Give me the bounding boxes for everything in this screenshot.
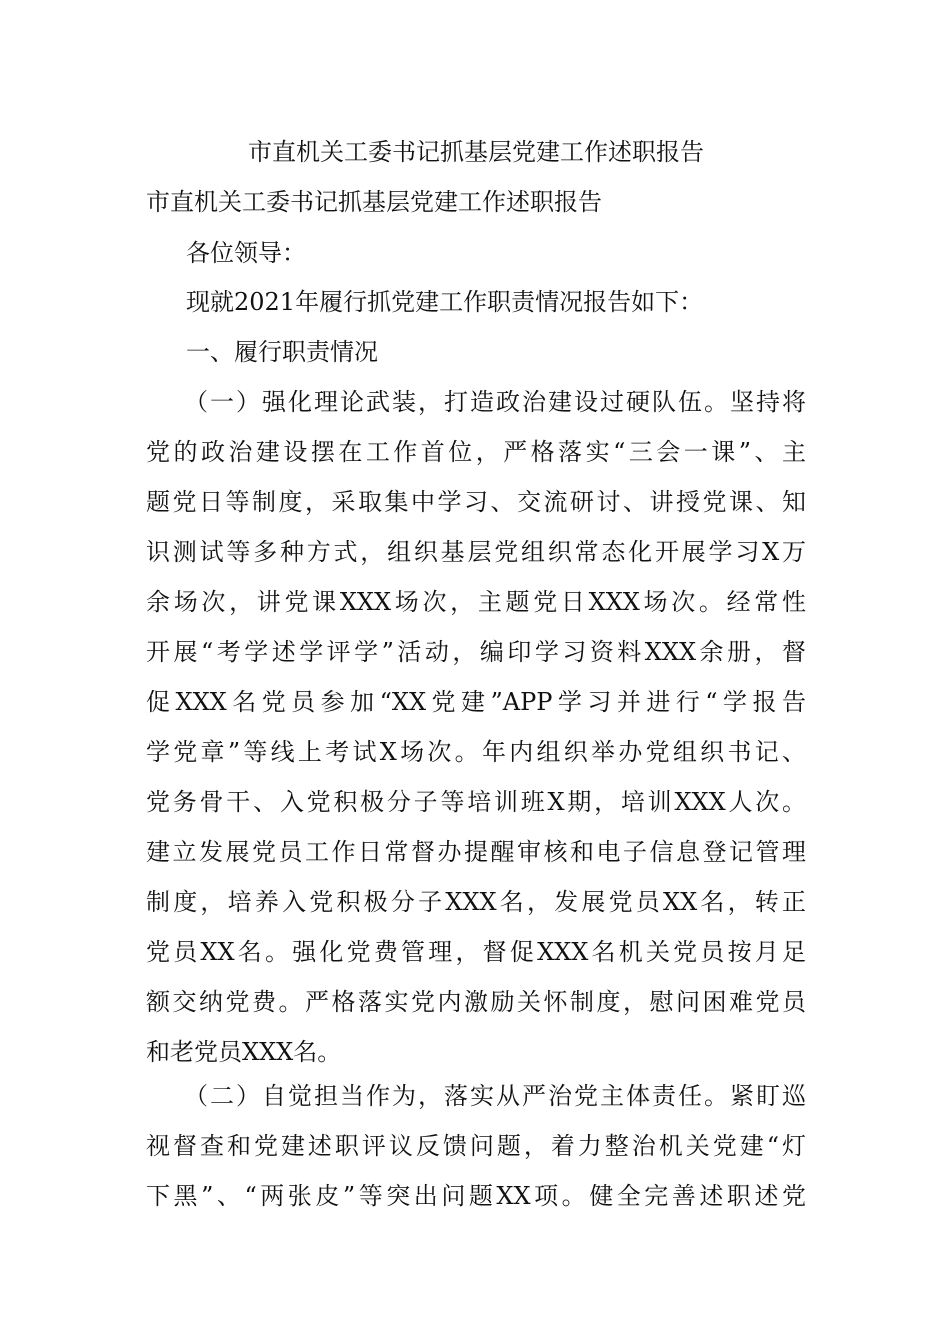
paragraph-line: 下黑”、“两张皮”等突出问题XX项。健全完善述职述党 <box>146 1182 806 1210</box>
paragraph-line: 党员XX名。强化党费管理，督促XXX名机关党员按月足 <box>146 938 806 966</box>
paragraph-line: 开展“考学述学评学”活动，编印学习资料XXX余册，督 <box>146 638 806 666</box>
paragraph-line: 视督查和党建述职评议反馈问题，着力整治机关党建“灯 <box>146 1132 806 1160</box>
paragraph-line: 和老党员XXX名。 <box>146 1038 342 1066</box>
paragraph-theory-study <box>146 377 806 1077</box>
paragraph-line: （二）自觉担当作为，落实从严治党主体责任。紧盯巡 <box>184 1082 806 1110</box>
document-title: 市直机关工委书记抓基层党建工作述职报告 <box>248 138 704 166</box>
document-subtitle: 市直机关工委书记抓基层党建工作述职报告 <box>146 188 602 216</box>
paragraph-line: 题党日等制度，采取集中学习、交流研讨、讲授党课、知 <box>146 488 806 516</box>
paragraph-line: 识测试等多种方式，组织基层党组织常态化开展学习X万 <box>146 538 806 566</box>
salutation: 各位领导： <box>186 239 306 267</box>
paragraph-line: 促XXX名党员参加“XX党建”APP学习并进行“学报告 <box>146 688 806 716</box>
paragraph-party-responsibility <box>146 1071 806 1221</box>
section-heading: 一、履行职责情况 <box>186 338 378 366</box>
paragraph-line: 建立发展党员工作日常督办提醒审核和电子信息登记管理 <box>146 838 806 866</box>
paragraph-line: 党的政治建设摆在工作首位，严格落实“三会一课”、主 <box>146 438 806 466</box>
intro-sentence: 现就2021年履行抓党建工作职责情况报告如下： <box>186 288 704 316</box>
paragraph-line: 党务骨干、入党积极分子等培训班X期，培训XXX人次。 <box>146 788 806 816</box>
paragraph-line: （一）强化理论武装，打造政治建设过硬队伍。坚持将 <box>184 388 806 416</box>
paragraph-line: 制度，培养入党积极分子XXX名，发展党员XX名，转正 <box>146 888 806 916</box>
paragraph-line: 额交纳党费。严格落实党内激励关怀制度，慰问困难党员 <box>146 988 806 1016</box>
paragraph-line: 余场次，讲党课XXX场次，主题党日XXX场次。经常性 <box>146 588 806 616</box>
paragraph-line: 学党章”等线上考试X场次。年内组织举办党组织书记、 <box>146 738 806 766</box>
